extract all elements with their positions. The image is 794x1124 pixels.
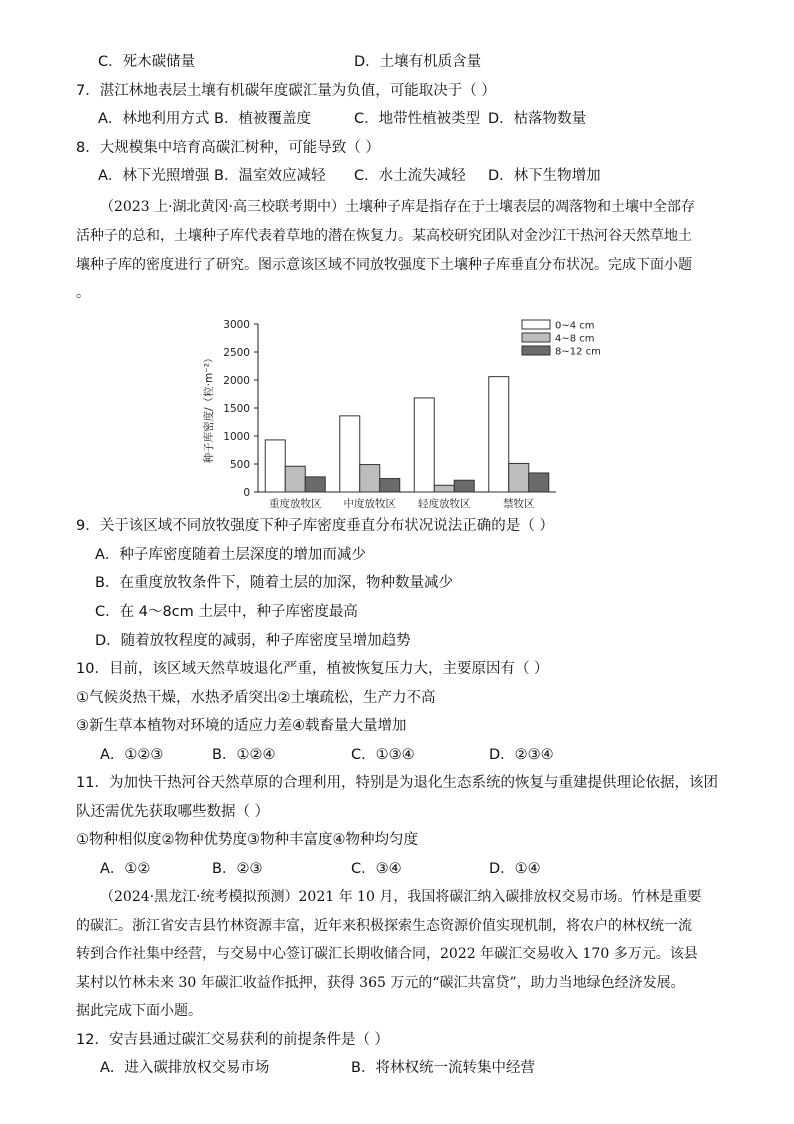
passage1-line-4: 。 [76, 285, 90, 301]
y-tick-label: 3000 [223, 319, 250, 331]
passage2-line-2: 的碳汇。浙江省安吉县竹林资源丰富，近年来积极探索生态资源价值实现机制，将农户的林权统一流 [76, 918, 692, 934]
legend-swatch [522, 333, 550, 342]
legend-swatch [522, 346, 550, 355]
q7-option-a: A．林地利用方式 [98, 111, 210, 127]
q11-stem-line-2: 队还需优先获取哪些数据（ ） [76, 804, 270, 820]
q10-stem: 10．目前，该区域天然草坡退化严重，植被恢复压力大，主要原因有（ ） [76, 661, 549, 677]
q10-item-line-2: ③新生草本植物对环境的适应力差④载畜量大量增加 [76, 718, 407, 734]
y-tick-label: 1500 [223, 403, 250, 415]
q8-option-b: B．温室效应减轻 [214, 168, 326, 184]
passage1-line-3: 壤种子库的密度进行了研究。图示意该区域不同放牧强度下土壤种子库垂直分布状况。完成下面小题 [76, 257, 692, 273]
q9-option-d: D．随着放牧程度的减弱，种子库密度呈增加趋势 [95, 633, 411, 649]
q8-option-d: D．林下生物增加 [488, 168, 601, 184]
bar-0-1 [285, 466, 305, 492]
x-tick-label: 禁牧区 [503, 498, 535, 510]
q9-option-a: A．种子库密度随着土层深度的增加而减少 [95, 547, 366, 563]
bar-2-2 [454, 480, 474, 492]
q7-option-b: B．植被覆盖度 [214, 111, 311, 127]
bar-3-1 [509, 463, 529, 492]
q11-stem-line-1: 11．为加快干热河谷天然草原的合理利用，特别是为退化生态系统的恢复与重建提供理论依据，该团 [76, 775, 718, 791]
q11-option-a: A．①② [100, 861, 151, 877]
q9-stem: 9．关于该区域不同放牧强度下种子库密度垂直分布状况说法正确的是（ ） [76, 518, 554, 534]
legend-swatch [522, 320, 550, 329]
q11-option-d: D．①④ [489, 861, 541, 877]
passage2-line-5: 据此完成下面小题。 [76, 1003, 202, 1019]
legend-label: 4~8 cm [555, 333, 595, 345]
q11-items: ①物种相似度②物种优势度③物种丰富度④物种均匀度 [76, 832, 418, 848]
q6-option-d: D．土壤有机质含量 [354, 54, 482, 70]
passage1-line-1: （2023 上·湖北黄冈·高三校联考期中）土壤种子库是指存在于土壤表层的凋落物和土壤中全部存 [100, 199, 695, 215]
q7-option-d: D．枯落物数量 [488, 111, 587, 127]
q10-option-c: C．①③④ [351, 747, 415, 763]
y-tick-label: 1000 [223, 431, 250, 443]
passage2-line-4: 某村以竹林未来 30 年碳汇收益作抵押，获得 365 万元的“碳汇共富贷”，助力当地绿色经济发展。 [76, 975, 685, 991]
y-tick-label: 2500 [223, 347, 250, 359]
y-tick-label: 0 [243, 487, 250, 499]
bar-2-1 [434, 485, 454, 492]
bar-2-0 [414, 398, 434, 492]
x-tick-label: 轻度放牧区 [418, 498, 471, 510]
q8-option-c: C．水土流失减轻 [354, 168, 466, 184]
q12-option-a: A．进入碳排放权交易市场 [100, 1060, 270, 1076]
q10-option-d: D．②③④ [489, 747, 554, 763]
q12-option-b: B．将林权统一流转集中经营 [351, 1060, 535, 1076]
bar-1-2 [380, 479, 400, 492]
q11-option-b: B．②③ [212, 861, 263, 877]
q10-item-line-1: ①气候炎热干燥，水热矛盾突出②土壤疏松，生产力不高 [76, 690, 436, 706]
q9-option-c: C．在 4～8cm 土层中，种子库密度最高 [95, 604, 358, 620]
bar-1-1 [360, 465, 380, 492]
bar-3-2 [529, 473, 549, 492]
q9-option-b: B．在重度放牧条件下，随着土层的加深，物种数量减少 [95, 575, 453, 591]
q10-option-b: B．①②④ [212, 747, 276, 763]
q10-option-a: A．①②③ [100, 747, 164, 763]
passage2-line-1: （2024·黑龙江·统考模拟预测）2021 年 10 月，我国将碳汇纳入碳排放权交易市场。竹林是重要 [100, 889, 702, 905]
x-tick-label: 重度放牧区 [269, 498, 322, 510]
q11-option-c: C．③④ [351, 861, 402, 877]
q8-option-a: A．林下光照增强 [98, 168, 210, 184]
passage2-line-3: 转到合作社集中经营，与交易中心签订碳汇长期收储合同，2022 年碳汇交易收入 170 多万元。该县 [76, 946, 698, 962]
legend-label: 8~12 cm [555, 346, 601, 358]
bar-0-0 [265, 440, 285, 492]
passage1-line-2: 活种子的总和，土壤种子库代表着草地的潜在恢复力。某高校研究团队对金沙江干热河谷天然草地土 [76, 228, 692, 244]
bar-0-2 [305, 477, 325, 492]
bar-3-0 [489, 377, 509, 492]
q7-option-c: C．地带性植被类型 [354, 111, 481, 127]
q6-option-c: C．死木碳储量 [98, 54, 196, 70]
q12-stem: 12．安吉县通过碳汇交易获利的前提条件是（ ） [76, 1032, 390, 1048]
bar-1-0 [340, 416, 360, 492]
y-tick-label: 500 [229, 459, 250, 471]
x-tick-label: 中度放牧区 [343, 498, 396, 510]
legend-label: 0~4 cm [555, 320, 595, 332]
y-tick-label: 2000 [223, 375, 250, 387]
q7-stem: 7．湛江林地表层土壤有机碳年度碳汇量为负值，可能取决于（ ） [76, 83, 496, 99]
q8-stem: 8．大规模集中培育高碳汇树种，可能导致（ ） [76, 140, 380, 156]
seed-bank-density-chart [196, 312, 616, 517]
y-axis-label: 种子库密度/（粒·m⁻²） [203, 352, 215, 464]
